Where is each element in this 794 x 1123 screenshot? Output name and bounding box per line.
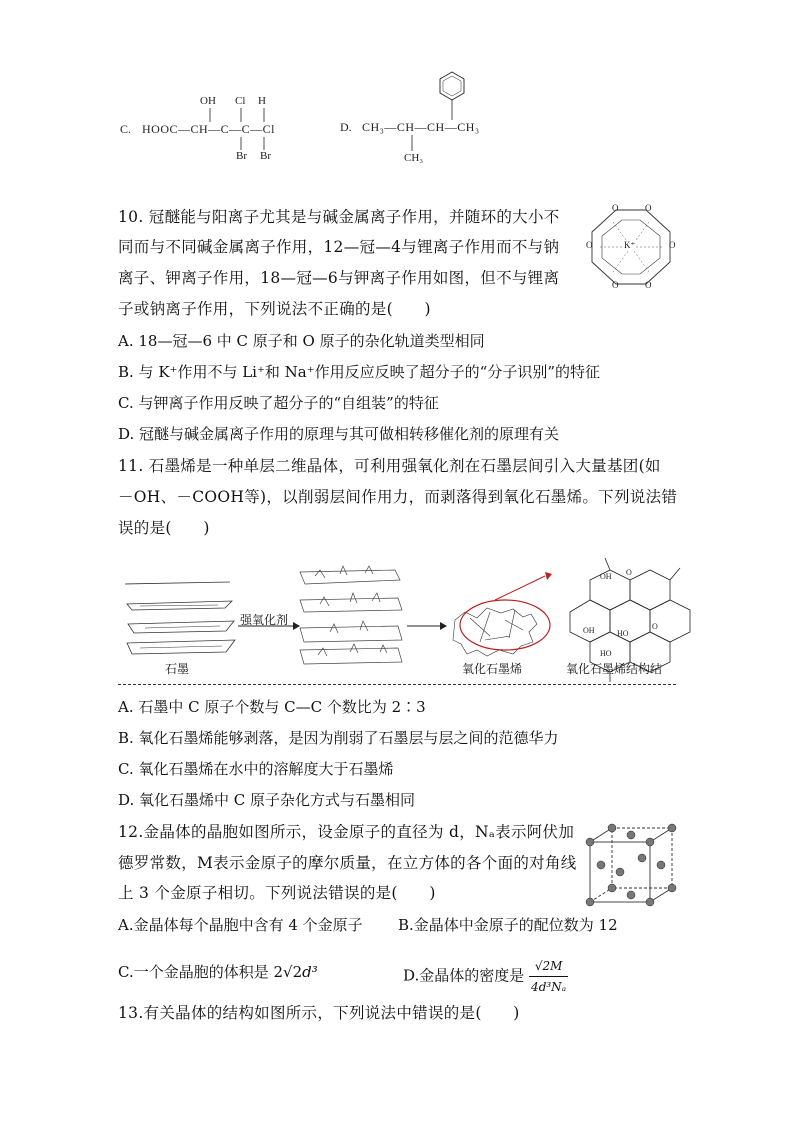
structure-c-br-2: Br <box>260 150 271 162</box>
go-o-2: O <box>652 622 658 631</box>
crown-o-6: O <box>645 280 652 290</box>
q10-line-4: 子或钠离子作用，下列说法不正确的是( ) <box>118 300 431 318</box>
q10-line-2: 同而与不同碱金属离子作用，12—冠—4与锂离子作用而不与钠 <box>118 238 560 256</box>
q10-line-1: 10. 冠醚能与阳离子尤其是与碱金属离子作用，并随环的大小不 <box>118 208 560 226</box>
q12-option-d-den-vars: d³Nₐ <box>538 980 567 994</box>
q12-option-c-d3: d³ <box>302 963 318 981</box>
structure-c-h-top: H <box>258 95 266 107</box>
structure-c-cl-top: Cl <box>235 95 246 107</box>
go-ho-1: HO <box>617 629 629 638</box>
q11-option-d: D. 氧化石墨烯中 C 原子杂化方式与石墨相同 <box>118 791 416 809</box>
label-graphene-oxide: 氧化石墨烯 <box>462 662 523 676</box>
go-o-1: O <box>626 568 632 577</box>
go-ho-2: HO <box>600 649 612 658</box>
q12-line-3: 上 3 个金原子相切。下列说法错误的是( ) <box>118 884 436 902</box>
structure-c-br-1: Br <box>236 150 247 162</box>
structure-d-ch3: CH₃ <box>404 152 424 164</box>
q12-option-d-text: D.金晶体的密度是 <box>403 966 525 985</box>
structure-c-chain: HOOC—CH—C—C—Cl <box>142 122 276 136</box>
label-oxidant: 强氧化剂 <box>240 613 289 627</box>
structure-c-oh: OH <box>200 95 216 107</box>
q12-option-b: B.金晶体中金原子的配位数为 12 <box>398 916 618 934</box>
label-graphene-oxide-structure: 氧化石墨烯结构结 <box>566 662 663 676</box>
go-oh-1: OH <box>600 572 612 581</box>
crown-o-5: O <box>612 280 619 290</box>
crown-o-3: O <box>586 240 593 250</box>
option-d-label: D. <box>340 120 352 134</box>
q11-line-1: 11. 石墨烯是一种单层二维晶体，可利用强氧化剂在石墨层间引入大量基团(如 <box>118 457 661 475</box>
crown-k-ion: K⁺ <box>624 240 636 250</box>
q12-option-d-numerator: √2M <box>529 956 568 977</box>
go-oh-2: OH <box>583 626 595 635</box>
q12-option-a: A.金晶体每个晶胞中含有 4 个金原子 <box>118 916 363 934</box>
crown-o-4: O <box>669 240 676 250</box>
q11-option-b: B. 氧化石墨烯能够剥落，是因为削弱了石墨层与层之间的范德华力 <box>118 729 559 747</box>
q10-option-b: B. 与 K⁺作用不与 Li⁺和 Na⁺作用反应反映了超分子的“分子识别”的特征 <box>118 363 600 381</box>
q12-option-d-coef: 4 <box>531 980 539 994</box>
q13-line: 13.有关晶体的结构如图所示，下列说法中错误的是( ) <box>118 1004 520 1022</box>
q11-line-2: －OH、－COOH等)，以削弱层间作用力，而剥落得到氧化石墨烯。下列说法错 <box>118 488 678 506</box>
option-c-label: C. <box>120 122 132 136</box>
q10-line-3: 离子、钾离子作用，18—冠—6与钾离子作用如图，但不与锂离 <box>118 269 560 287</box>
q11-line-3: 误的是( ) <box>118 519 210 537</box>
q12-line-2: 德罗常数，M表示金原子的摩尔质量，在立方体的各个面的对角线 <box>118 854 577 872</box>
q12-option-c-text: C.一个金晶胞的体积是 2 <box>118 963 284 981</box>
label-graphite: 石墨 <box>165 662 190 676</box>
structure-d-chain: CH₃—CH—CH—CH₃ <box>362 120 480 134</box>
crown-o-2: O <box>645 203 652 213</box>
crown-o-1: O <box>612 203 619 213</box>
q10-option-a: A. 18—冠—6 中 C 原子和 O 原子的杂化轨道类型相同 <box>118 332 485 350</box>
q12-line-1: 12.金晶体的晶胞如图所示，设金原子的直径为 d，Nₐ表示阿伏加 <box>118 823 575 841</box>
q10-option-d: D. 冠醚与碱金属离子作用的原理与其可做相转移催化剂的原理有关 <box>118 425 560 443</box>
q12-option-c-sqrt: √2 <box>283 963 303 981</box>
q11-option-c: C. 氧化石墨烯在水中的溶解度大于石墨烯 <box>118 760 394 778</box>
q11-option-a: A. 石墨中 C 原子个数与 C—C 个数比为 2∶3 <box>118 698 426 716</box>
q10-option-c: C. 与钾离子作用反映了超分子的“自组装”的特征 <box>118 394 439 412</box>
